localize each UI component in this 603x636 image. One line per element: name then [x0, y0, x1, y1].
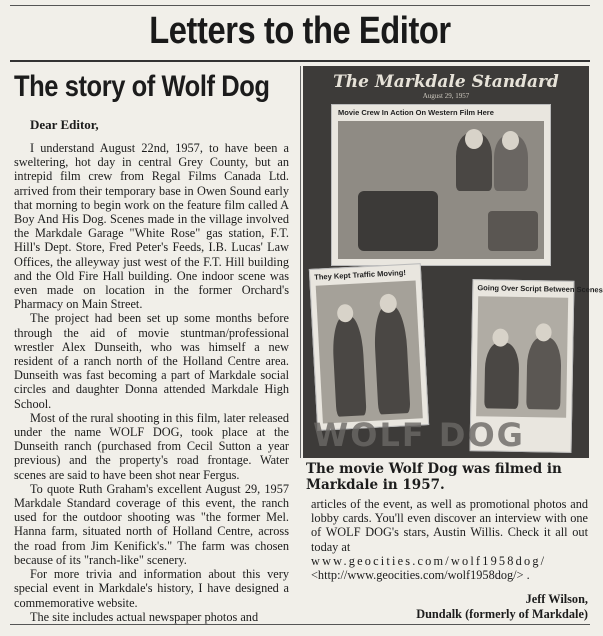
continued-text: articles of the event, as well as promotional photos and lobby cards. You'll even discover an interview with one of WOLF DOG's stars, Austin Willis. Check it all out today at [311, 497, 588, 554]
paragraph-1: I understand August 22nd, 1957, to have been a sweltering, hot day in central Grey County, but an intrepid film crew from Regal Films Canada Ltd. arrived from their temporary base in Owen Sound early that morning to begin work on the feature film called A Boy And His Dog. Scenes made in the village involved the Markdale Garage "White Rose" gas station, F.T. Hill's Dept. Store, Fred Peter's Feeds, I.B. Lucas' Law Offices, the alleyway just west of the F.T. Hill building and the Old Fire Hall building. One indoor scene was even made on location in the former Orchard's Pharmacy on Main Street. [14, 141, 289, 312]
paragraph-3: Most of the rural shooting in this film, later released under the name WOLF DOG, took place at the Dunseith ranch (purchased from Cecil Sutton a year previous) and the property's road frontage. Water scenes are said to have been shot near Fergus. [14, 410, 289, 482]
wolf-dog-watermark: WOLF DOG [313, 416, 525, 454]
clipping-left [309, 263, 429, 431]
clipping-main [331, 104, 551, 266]
letter-body-continued [311, 497, 588, 582]
letter-body [14, 141, 289, 624]
masthead-rule [10, 60, 590, 62]
website-url-full: <http://www.geocities.com/wolf1958dog/> . [311, 568, 530, 583]
salutation: Dear Editor, [30, 117, 99, 132]
website-url: www.geocities.com/wolf1958dog/ [311, 553, 547, 568]
newspaper-clippings-photo [303, 66, 603, 458]
paragraph-5: For more trivia and information about this very special event in Markdale's history, I have designed a commemorative website. [14, 567, 289, 610]
paragraph-6: The site includes actual newspaper photos and [30, 609, 259, 624]
column-divider [300, 66, 301, 458]
section-masthead: Letters to the Editor [149, 10, 451, 52]
top-rule [10, 5, 590, 6]
newspaper-nameplate: The Markdale Standard [333, 72, 559, 92]
signature-name: Jeff Wilson, [525, 592, 588, 606]
paragraph-2: The project had been set up some months before through the aid of movie stuntman/professional wrestler Alex Dunseith, who was himself a new resident of a ranch north of the Holland Centre area. Dunseith was fast becoming a part of Markdale social circles and daughter Donna attended Markdale High School. [14, 311, 289, 411]
photo-caption: The movie Wolf Dog was filmed in Markdale in 1957. [306, 461, 562, 493]
clipping-main-caption: Movie Crew In Action On Western Film Here [338, 108, 494, 117]
newspaper-date: August 29, 1957 [422, 92, 470, 100]
clipping-left-caption: They Kept Traffic Moving! [314, 267, 407, 282]
film-crew-photo [338, 121, 544, 259]
clipping-right-caption: Going Over Script Between Scenes [477, 283, 603, 295]
script-reading-photo [476, 296, 568, 418]
article-headline: The story of Wolf Dog [14, 70, 270, 103]
signature-place: Dundalk (formerly of Markdale) [416, 607, 588, 621]
paragraph-4: To quote Ruth Graham's excellent August 29, 1957 Markdale Standard coverage of this event, the ranch used for the outdoor shooting was "the former Mel. Hanna farm, situated north of Holland Centre, across the road from Jim Kenifick's." The farm was chosen because of its "ranch-like" scenery. [14, 481, 289, 567]
bottom-rule [10, 624, 590, 625]
traffic-officers-photo [316, 280, 423, 423]
